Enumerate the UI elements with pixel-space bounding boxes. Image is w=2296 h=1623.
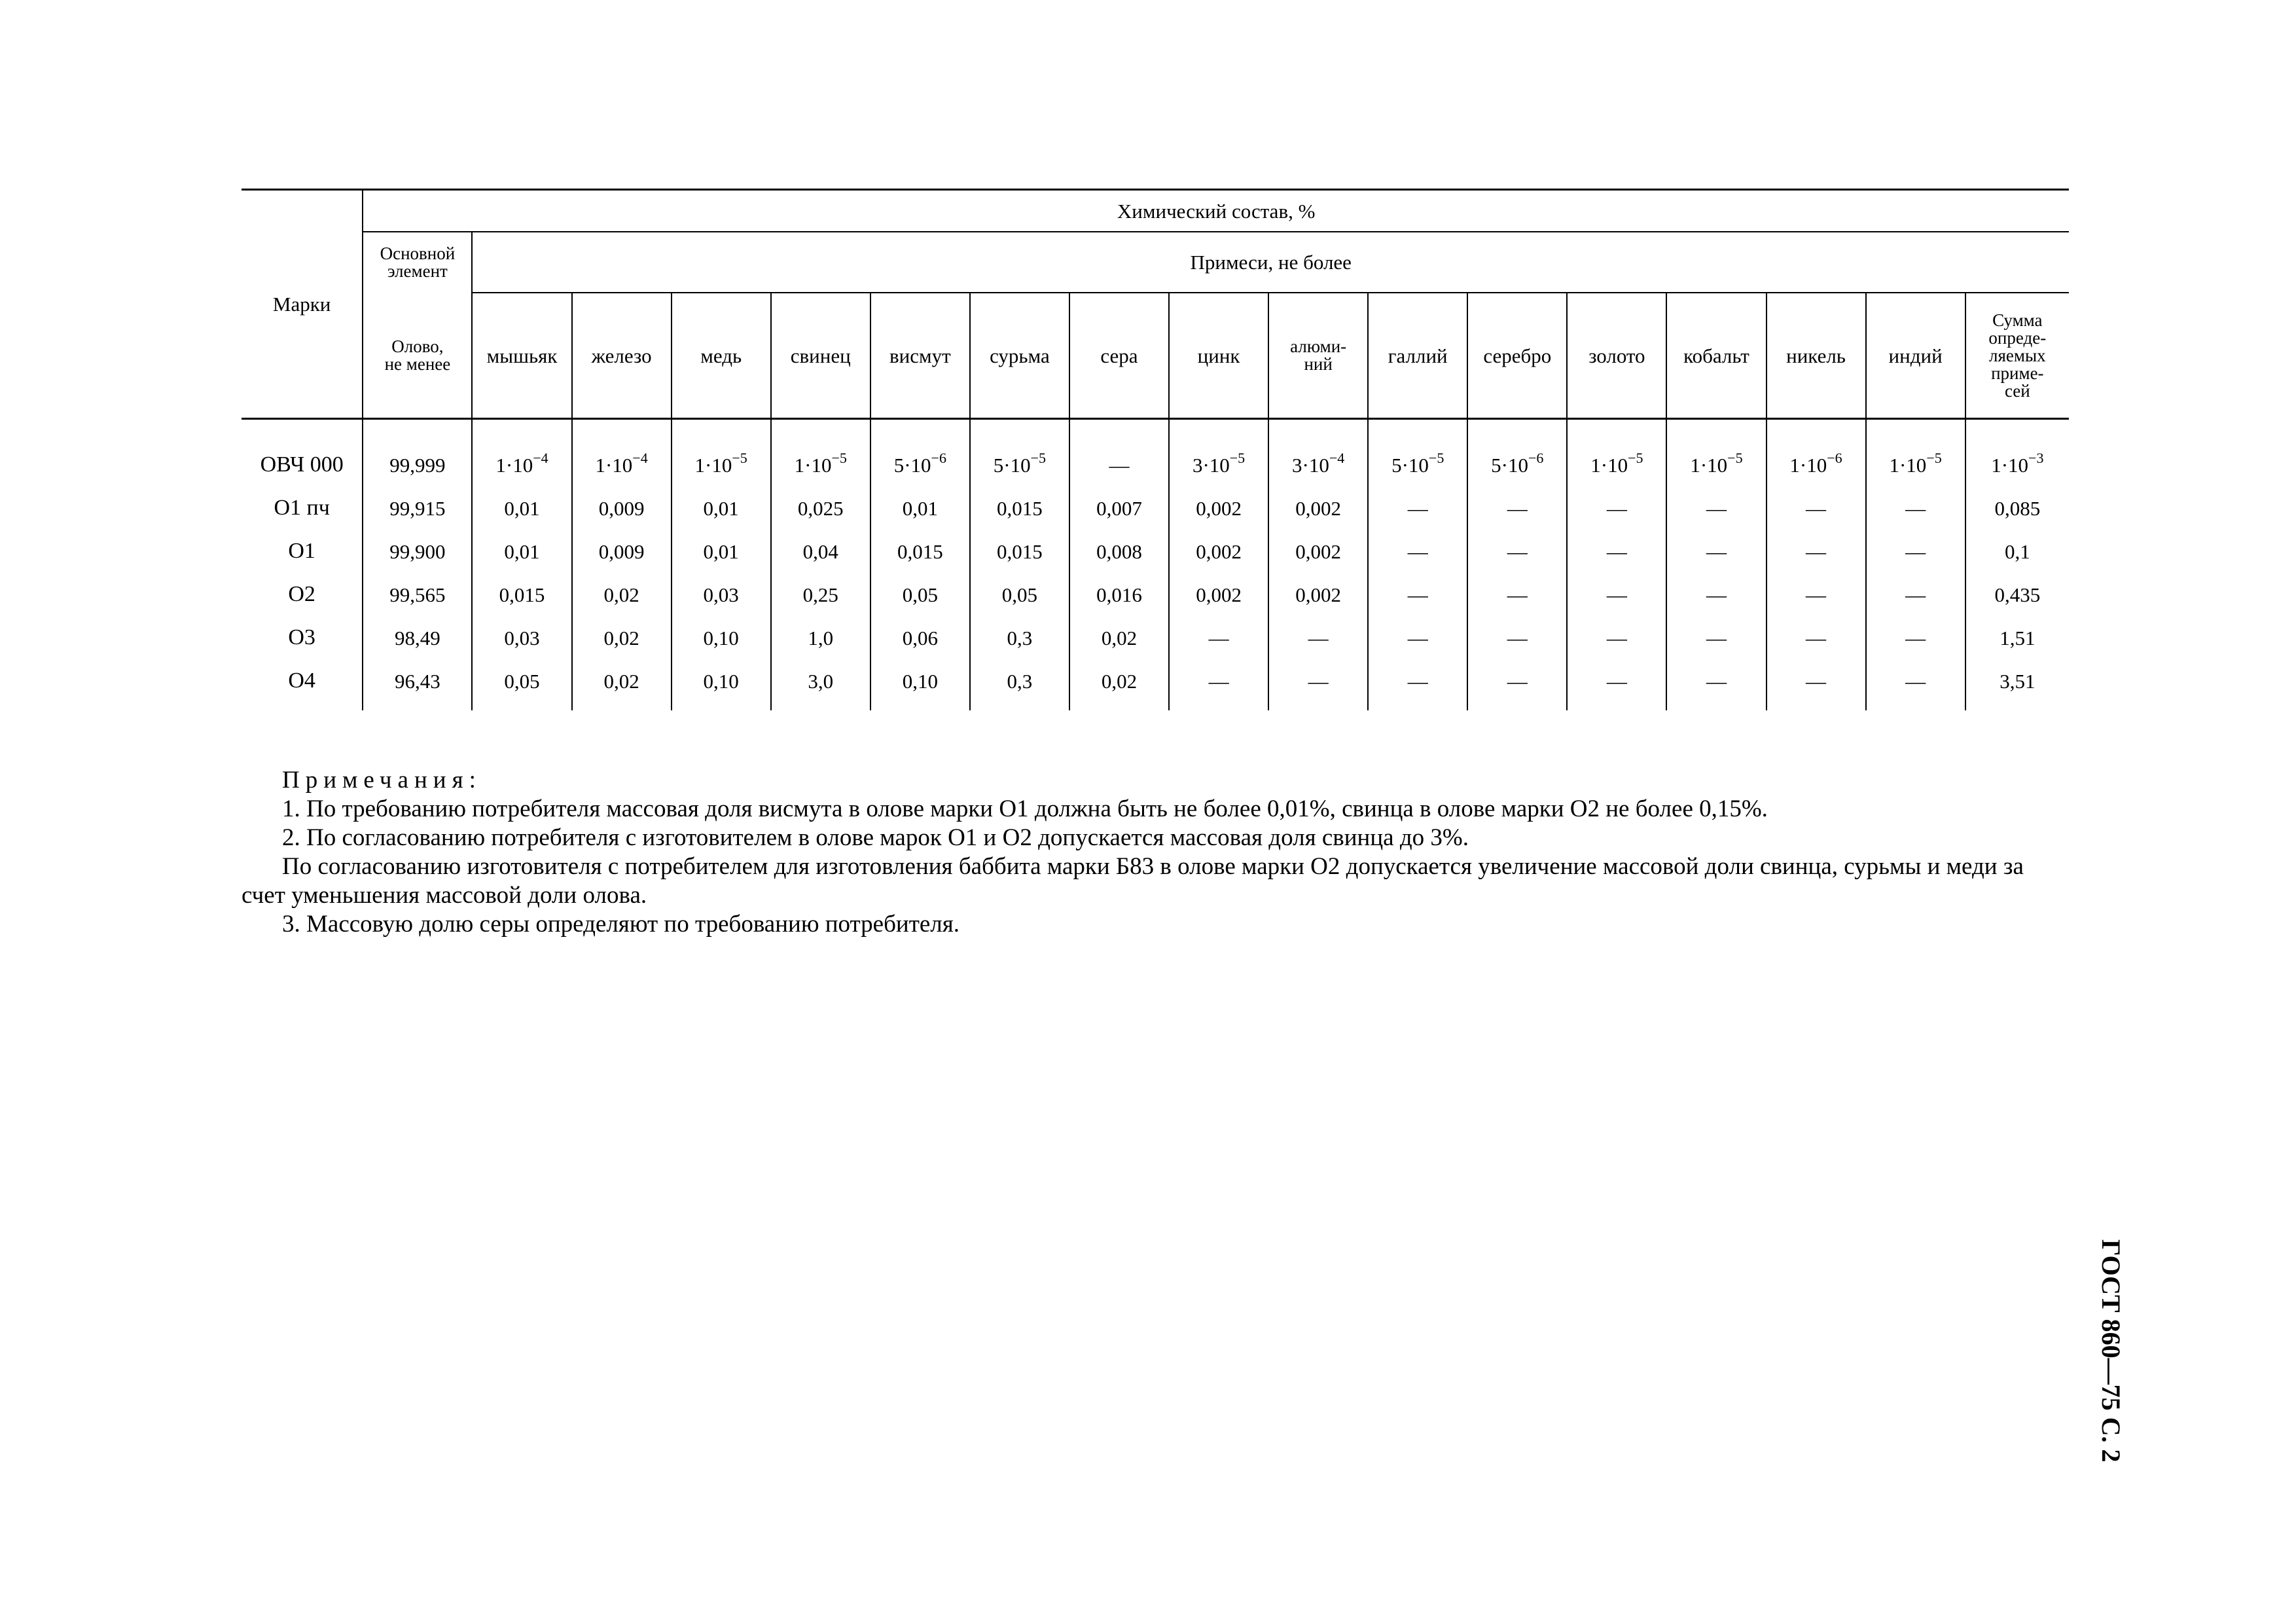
value-cell: 1,0 — [771, 616, 870, 659]
value-cell: — — [1767, 616, 1866, 659]
value-cell: $3\cdot 10^{-5}$ — [1169, 419, 1268, 487]
value-cell: — — [1169, 659, 1268, 710]
value-cell: 0,015 — [970, 530, 1069, 573]
value-cell: — — [1666, 486, 1766, 530]
impurity-column-header: галлий — [1368, 293, 1467, 419]
value-cell: 0,015 — [870, 530, 970, 573]
value-cell: 0,002 — [1268, 530, 1368, 573]
value-cell: 0,015 — [472, 573, 571, 616]
value-cell: — — [1666, 659, 1766, 710]
value-cell: 0,02 — [1069, 659, 1169, 710]
value-cell: 0,1 — [1965, 530, 2069, 573]
table-row — [242, 573, 2069, 616]
value-cell: — — [1567, 659, 1666, 710]
value-cell: — — [1666, 530, 1766, 573]
impurity-column-header: свинец — [771, 293, 870, 419]
value-cell: 0,05 — [870, 573, 970, 616]
value-cell: 0,085 — [1965, 486, 2069, 530]
tin-cell: 98,49 — [363, 616, 472, 659]
mark-cell: О1 пч — [274, 496, 330, 520]
impurity-column-header: золото — [1567, 293, 1666, 419]
value-cell: 0,05 — [970, 573, 1069, 616]
impurity-column-header: никель — [1767, 293, 1866, 419]
mark-cell: О2 — [288, 582, 315, 606]
impurity-column-header: висмут — [870, 293, 970, 419]
value-cell: — — [1767, 659, 1866, 710]
table-row — [242, 530, 2069, 573]
base-element-header: Основной элемент — [363, 232, 472, 293]
value-cell: 0,25 — [771, 573, 870, 616]
value-cell: 0,015 — [970, 486, 1069, 530]
impurity-column-header: мышьяк — [472, 293, 571, 419]
value-cell: $5\cdot 10^{-5}$ — [1368, 419, 1467, 487]
value-cell: 0,007 — [1069, 486, 1169, 530]
value-cell: — — [1368, 486, 1467, 530]
tin-cell: 99,565 — [363, 573, 472, 616]
notes-section — [242, 766, 2069, 939]
value-cell: — — [1169, 616, 1268, 659]
value-cell: — — [1467, 573, 1567, 616]
value-cell: 0,002 — [1169, 486, 1268, 530]
value-cell: 0,02 — [1069, 616, 1169, 659]
value-cell: 0,01 — [672, 530, 771, 573]
tin-cell: 96,43 — [363, 659, 472, 710]
value-cell: — — [1467, 659, 1567, 710]
value-cell: $1\cdot 10^{-5}$ — [771, 419, 870, 487]
value-cell: — — [1866, 486, 1965, 530]
value-cell: 0,009 — [572, 530, 672, 573]
impurities-header: Примеси, не более — [472, 232, 2069, 293]
value-cell: 0,01 — [472, 530, 571, 573]
value-cell: — — [1467, 486, 1567, 530]
value-cell: — — [1368, 530, 1467, 573]
value-cell: — — [1268, 616, 1368, 659]
value-cell: $1\cdot 10^{-6}$ — [1767, 419, 1866, 487]
value-cell: $5\cdot 10^{-6}$ — [1467, 419, 1567, 487]
value-cell: 0,05 — [472, 659, 571, 710]
note-item: По согласованию изготовителя с потребителем для изготовления баббита марки Б83 в олове марки О2 допускается увеличение массовой доли свинца, сурьмы и меди за счет уменьшения массовой доли олова. — [242, 853, 2024, 909]
value-cell: — — [1368, 573, 1467, 616]
note-item: 3. Массовую долю серы определяют по требованию потребителя. — [282, 911, 960, 938]
value-cell: $1\cdot 10^{-5}$ — [1567, 419, 1666, 487]
table-row — [242, 659, 2069, 710]
value-cell: 0,016 — [1069, 573, 1169, 616]
table-body — [242, 419, 2069, 711]
value-cell: 0,002 — [1268, 486, 1368, 530]
value-cell: — — [1866, 530, 1965, 573]
value-cell: 0,002 — [1268, 573, 1368, 616]
document-reference: ГОСТ 860—75 С. 2 — [2096, 1239, 2126, 1463]
value-cell: — — [1467, 616, 1567, 659]
value-cell: 3,51 — [1965, 659, 2069, 710]
value-cell: $5\cdot 10^{-6}$ — [870, 419, 970, 487]
impurity-column-header: сурьма — [970, 293, 1069, 419]
value-cell: 3,0 — [771, 659, 870, 710]
value-cell: 0,03 — [672, 573, 771, 616]
value-cell: $1\cdot 10^{-5}$ — [672, 419, 771, 487]
value-cell: 0,03 — [472, 616, 571, 659]
value-cell: — — [1567, 616, 1666, 659]
impurity-column-header: медь — [672, 293, 771, 419]
mark-cell: О3 — [288, 625, 315, 649]
value-cell: $1\cdot 10^{-4}$ — [472, 419, 571, 487]
value-cell: 0,02 — [572, 616, 672, 659]
notes-title: Примечания: — [282, 767, 482, 793]
mark-cell: О4 — [288, 668, 315, 693]
value-cell: 0,01 — [472, 486, 571, 530]
value-cell: 0,435 — [1965, 573, 2069, 616]
value-cell: $1\cdot 10^{-4}$ — [572, 419, 672, 487]
value-cell: 0,10 — [672, 616, 771, 659]
value-cell: $1\cdot 10^{-5}$ — [1666, 419, 1766, 487]
value-cell: — — [1567, 486, 1666, 530]
value-cell: — — [1368, 616, 1467, 659]
value-cell: 0,002 — [1169, 530, 1268, 573]
impurity-column-header: алюми- ний — [1268, 293, 1368, 419]
value-cell: 0,10 — [870, 659, 970, 710]
value-cell: 0,002 — [1169, 573, 1268, 616]
tin-header: Олово, не менее — [363, 293, 472, 419]
value-cell: — — [1666, 616, 1766, 659]
value-cell: 1,51 — [1965, 616, 2069, 659]
value-cell: — — [1866, 659, 1965, 710]
value-cell: — — [1767, 573, 1866, 616]
value-cell: 0,04 — [771, 530, 870, 573]
impurity-column-header: Сумма опреде- ляемых приме- сей — [1965, 293, 2069, 419]
value-cell: 0,008 — [1069, 530, 1169, 573]
value-cell: — — [1666, 573, 1766, 616]
impurity-column-header: железо — [572, 293, 672, 419]
value-cell: 0,02 — [572, 659, 672, 710]
value-cell: $5\cdot 10^{-5}$ — [970, 419, 1069, 487]
table-row — [242, 419, 2069, 487]
value-cell: $1\cdot 10^{-5}$ — [1866, 419, 1965, 487]
value-cell: $1\cdot 10^{-3}$ — [1965, 419, 2069, 487]
impurity-column-header: индий — [1866, 293, 1965, 419]
value-cell: — — [1866, 573, 1965, 616]
value-cell: 0,3 — [970, 616, 1069, 659]
tin-cell: 99,915 — [363, 486, 472, 530]
value-cell: 0,3 — [970, 659, 1069, 710]
table-row — [242, 486, 2069, 530]
value-cell: — — [1866, 616, 1965, 659]
composition-table — [242, 189, 2069, 710]
value-cell: — — [1567, 530, 1666, 573]
value-cell: 0,06 — [870, 616, 970, 659]
note-item: 1. По требованию потребителя массовая доля висмута в олове марки О1 должна быть не более 0,01%, свинца в олове марки О2 не более 0,15%. — [282, 795, 1768, 822]
value-cell: — — [1069, 419, 1169, 487]
column-header-row — [242, 293, 2069, 419]
value-cell: — — [1767, 486, 1866, 530]
value-cell: — — [1467, 530, 1567, 573]
value-cell: — — [1368, 659, 1467, 710]
table-row — [242, 616, 2069, 659]
value-cell: 0,025 — [771, 486, 870, 530]
value-cell: 0,009 — [572, 486, 672, 530]
impurity-column-header: сера — [1069, 293, 1169, 419]
mark-cell: О1 — [288, 539, 315, 563]
impurity-column-header: цинк — [1169, 293, 1268, 419]
tin-cell: 99,999 — [363, 419, 472, 487]
impurity-column-header: серебро — [1467, 293, 1567, 419]
mark-cell: ОВЧ 000 — [260, 452, 344, 477]
impurity-column-header: кобальт — [1666, 293, 1766, 419]
tin-cell: 99,900 — [363, 530, 472, 573]
value-cell: — — [1767, 530, 1866, 573]
note-item: 2. По согласованию потребителя с изготовителем в олове марок О1 и О2 допускается массовая доля свинца до 3%. — [282, 824, 1469, 851]
value-cell: $3\cdot 10^{-4}$ — [1268, 419, 1368, 487]
value-cell: 0,01 — [672, 486, 771, 530]
value-cell: — — [1268, 659, 1368, 710]
value-cell: 0,01 — [870, 486, 970, 530]
marks-header: Марки — [242, 190, 363, 419]
chemical-composition-header: Химический состав, % — [363, 190, 2069, 232]
value-cell: 0,10 — [672, 659, 771, 710]
value-cell: 0,02 — [572, 573, 672, 616]
value-cell: — — [1567, 573, 1666, 616]
